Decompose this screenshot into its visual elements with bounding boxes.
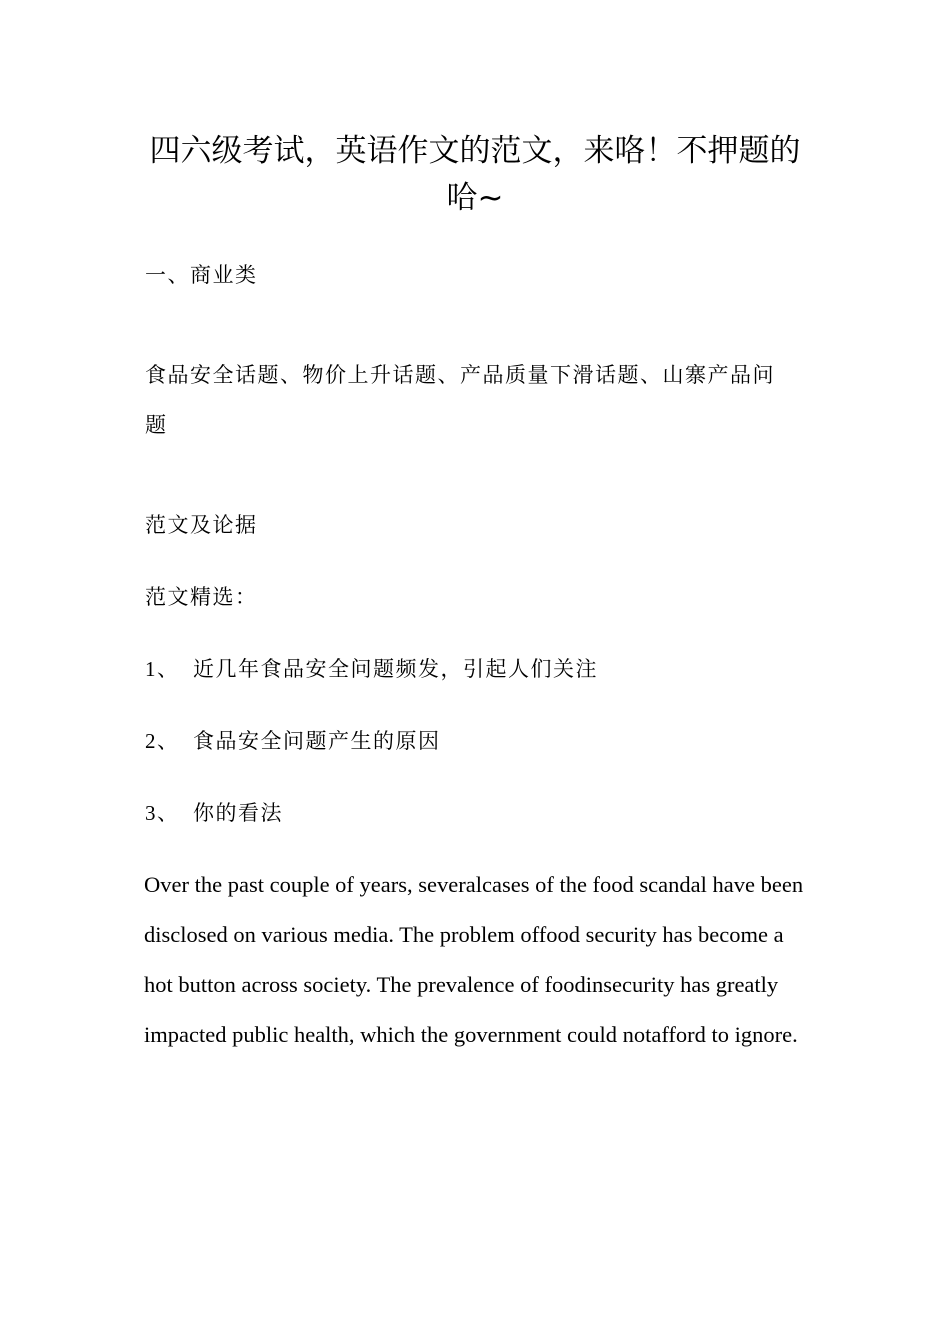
point-item <box>145 644 598 694</box>
selection-label: 范文精选： <box>145 585 258 609</box>
point-item <box>145 716 441 766</box>
point-text: 近几年食品安全问题频发，引起人们关注 <box>193 657 598 681</box>
topics-paragraph: 食品安全话题、物价上升话题、产品质量下滑话题、山寨产品问题 <box>145 363 775 437</box>
document-title: 四六级考试，英语作文的范文，来咯！不押题的哈~ <box>149 133 801 216</box>
point-number: 1、 <box>145 657 180 681</box>
point-number: 3、 <box>145 801 180 825</box>
section-heading: 一、商业类 <box>145 263 258 287</box>
essay-paragraph: Over the past couple of years, severalcases of the food scandal have been disclosed on various media. The problem offood security has become a hot button across society. The prevalence of foodinsecurity has greatly impacted public health, which the government could notafford to ignore. <box>144 872 804 1047</box>
subheading: 范文及论据 <box>145 513 258 537</box>
point-text: 食品安全问题产生的原因 <box>193 729 441 753</box>
point-number: 2、 <box>145 729 180 753</box>
point-item <box>145 788 283 838</box>
point-text: 你的看法 <box>193 801 283 825</box>
